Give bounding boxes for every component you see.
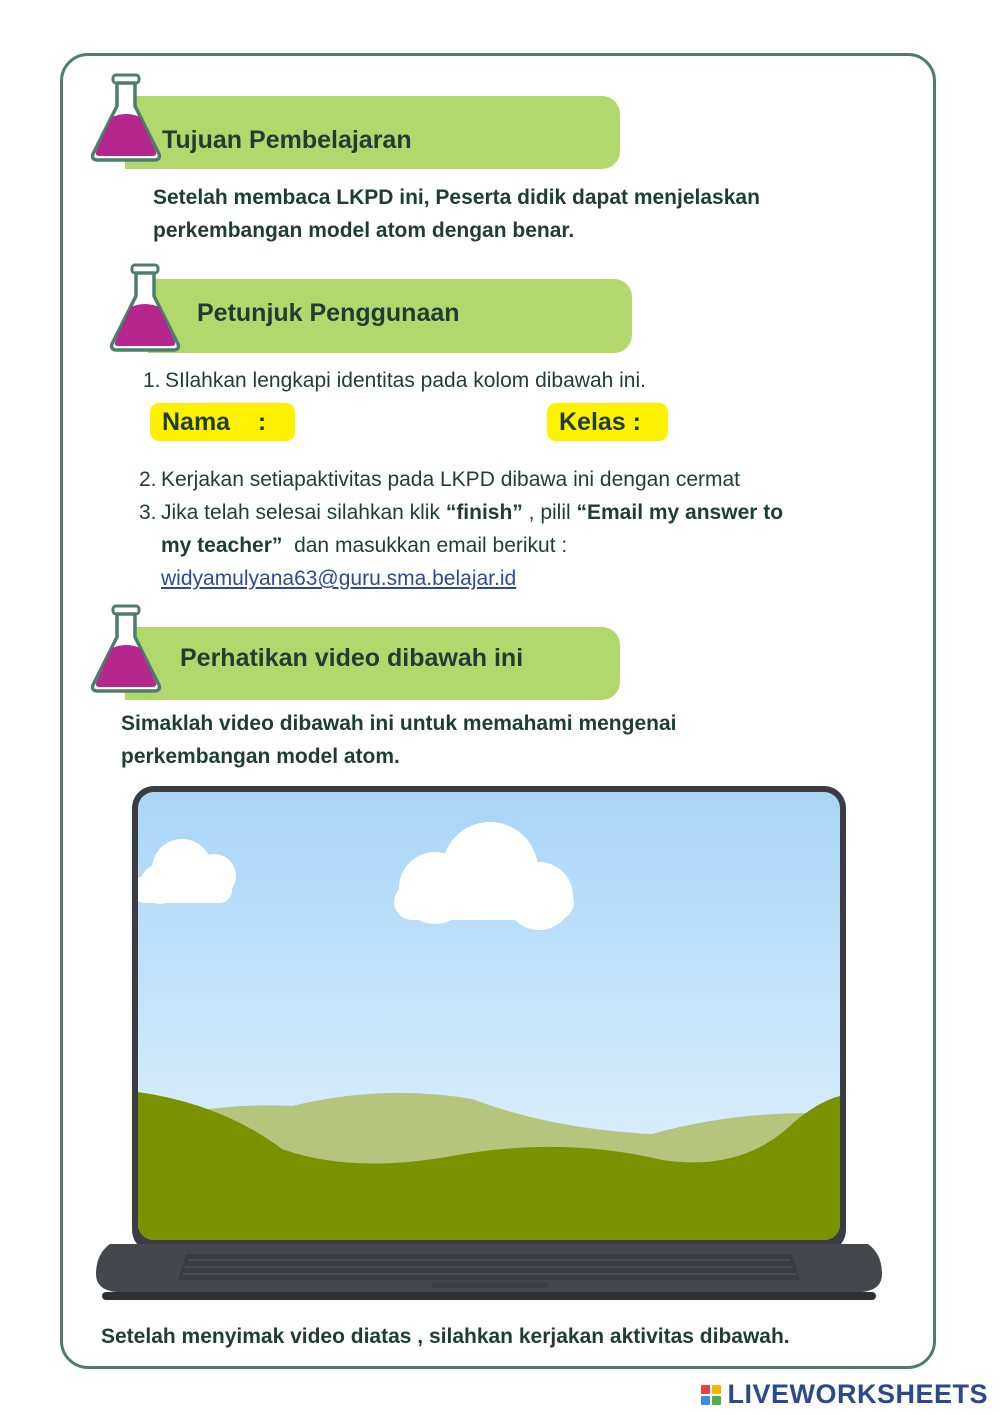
- name-field-label[interactable]: Nama :: [150, 403, 295, 441]
- instructions-title: Petunjuk Penggunaan: [197, 299, 460, 327]
- flask-icon: [107, 262, 183, 354]
- video-title: Perhatikan video dibawah ini: [180, 644, 524, 672]
- after-video-text: Setelah menyimak video diatas , silahkan kerjakan aktivitas dibawah.: [101, 1325, 790, 1348]
- class-field-label[interactable]: Kelas :: [547, 403, 668, 441]
- liveworksheets-logo-icon: [701, 1385, 721, 1405]
- instruction-item-2: 2. Kerjakan setiapaktivitas pada LKPD dibawa ini dengan cermat: [139, 468, 741, 491]
- flask-icon: [88, 603, 164, 695]
- liveworksheets-logo[interactable]: LIVEWORKSHEETS: [701, 1379, 988, 1410]
- video-laptop-placeholder[interactable]: [92, 784, 886, 1312]
- instruction-item-1: 1. SIlahkan lengkapi identitas pada kolom dibawah ini.: [143, 369, 646, 392]
- video-intro-text: Simaklah video dibawah ini untuk memahami mengenai perkembangan model atom.: [121, 712, 677, 768]
- instruction-item-3: 3. Jika telah selesai silahkan klik “finish” , pilil “Email my answer to my teacher” dan masukkan email berikut : widyamulyana63@guru.sma.belajar.id: [139, 501, 784, 590]
- objectives-text: Setelah membaca LKPD ini, Peserta didik dapat menjelaskan perkembangan model atom dengan benar.: [153, 186, 760, 242]
- objectives-title: Tujuan Pembelajaran: [162, 126, 412, 154]
- teacher-email-link[interactable]: widyamulyana63@guru.sma.belajar.id: [161, 567, 517, 590]
- flask-icon: [88, 72, 164, 164]
